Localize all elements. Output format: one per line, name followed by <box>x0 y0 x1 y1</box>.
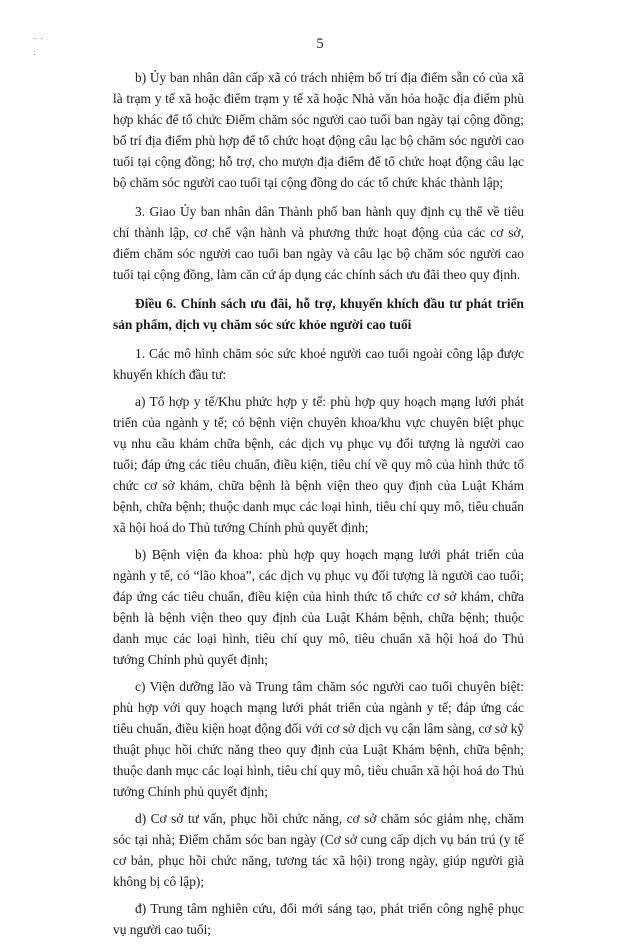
paragraph-6-1-b: b) Bệnh viện đa khoa: phù hợp quy hoạch mạng lưới phát triển của ngành y tế, có “lão khoa”, các dịch vụ phục vụ đối tượng là người cao tuổi; đáp ứng các tiêu chuẩn, điều kiện của hình thức tổ chức cơ sở khám, chữa bệnh là bệnh viện theo quy định của Luật Khám bệnh, chữa bệnh; thuộc danh mục các loại hình, tiêu chí quy mô, tiêu chuẩn xã hội hoá do Thủ tướng Chính phủ quyết định; <box>113 547 524 667</box>
paragraph-6-1-d: d) Cơ sở tư vấn, phục hồi chức năng, cơ sở chăm sóc giảm nhẹ, chăm sóc tại nhà; Điểm chăm sóc ban ngày (Cơ sở cung cấp dịch vụ bán trú (y tế cơ bản, phục hồi chức năng, tương tác xã hội) trong ngày, giúp người già không bị cô lập); <box>113 811 524 889</box>
paragraph-5-3: 3. Giao Ủy ban nhân dân Thành phố ban hành quy định cụ thể về tiêu chí thành lập, cơ chế vận hành và phương thức hoạt động của các cơ sở, điểm chăm sóc người cao tuổi ban ngày và câu lạc bộ chăm sóc người cao tuổi tại cộng đồng, làm căn cứ áp dụng các chính sách ưu đãi theo quy định. <box>113 204 524 282</box>
article-6-heading: Điều 6. Chính sách ưu đãi, hỗ trợ, khuyến khích đầu tư phát triển sản phẩm, dịch vụ chăm sóc sức khỏe người cao tuổi <box>113 296 524 332</box>
paragraph-6-1: 1. Các mô hình chăm sóc sức khoẻ người cao tuổi ngoài công lập được khuyến khích đầu tư: <box>113 346 524 382</box>
paragraph-6-1-a: a) Tổ hợp y tế/Khu phức hợp y tế: phù hợp quy hoạch mạng lưới phát triển của ngành y tế; có bệnh viện chuyên khoa/khu vực chuyên biệt phục vụ nhu cầu khám chữa bệnh, các dịch vụ phục vụ đối tượng là người cao tuổi; đáp ứng các tiêu chuẩn, điều kiện, tiêu chí về quy mô của hình thức tổ chức cơ sở khám, chữa bệnh là bệnh viện theo quy định của Luật Khám bệnh, chữa bệnh; thuộc danh mục các loại hình, tiêu chí quy mô, tiêu chuẩn xã hội hoá do Thủ tướng Chính phủ quyết định; <box>113 394 524 535</box>
scan-artifact: . . <box>34 31 44 41</box>
page-number: 5 <box>316 36 324 52</box>
document-body <box>113 67 524 946</box>
paragraph-5-2-b: b) Ủy ban nhân dân cấp xã có trách nhiệm bố trí địa điểm sẵn có của xã là trạm y tế xã hoặc điểm trạm y tế xã hoặc Nhà văn hóa hoặc địa điểm phù hợp khác để tổ chức Điểm chăm sóc người cao tuổi ban ngày tại cộng đồng; bố trí địa điểm phù hợp để tổ chức hoạt động câu lạc bộ chăm sóc người cao tuổi tại cộng đồng; hỗ trợ, cho mượn địa điểm để tổ chức hoạt động câu lạc bộ chăm sóc người cao tuổi tại cộng đồng do các tổ chức khác thành lập; <box>113 70 524 190</box>
paragraph-6-1-dd: đ) Trung tâm nghiên cứu, đổi mới sáng tạo, phát triển công nghệ phục vụ người cao tuổi; <box>113 901 524 937</box>
paragraph-6-1-c: c) Viện dưỡng lão và Trung tâm chăm sóc người cao tuổi chuyên biệt: phù hợp với quy hoạch mạng lưới phát triển của ngành y tế; đáp ứng các tiêu chuẩn, điều kiện hoạt động đối với cơ sở dịch vụ cận lâm sàng, cơ sở kỹ thuật phục hồi chức năng theo quy định của Luật Khám bệnh, chữa bệnh; thuộc danh mục các loại hình, tiêu chí quy mô, tiêu chuẩn xã hội hoá do Thủ tướng Chính phủ quyết định; <box>113 679 524 799</box>
scan-artifact: : <box>33 47 37 57</box>
